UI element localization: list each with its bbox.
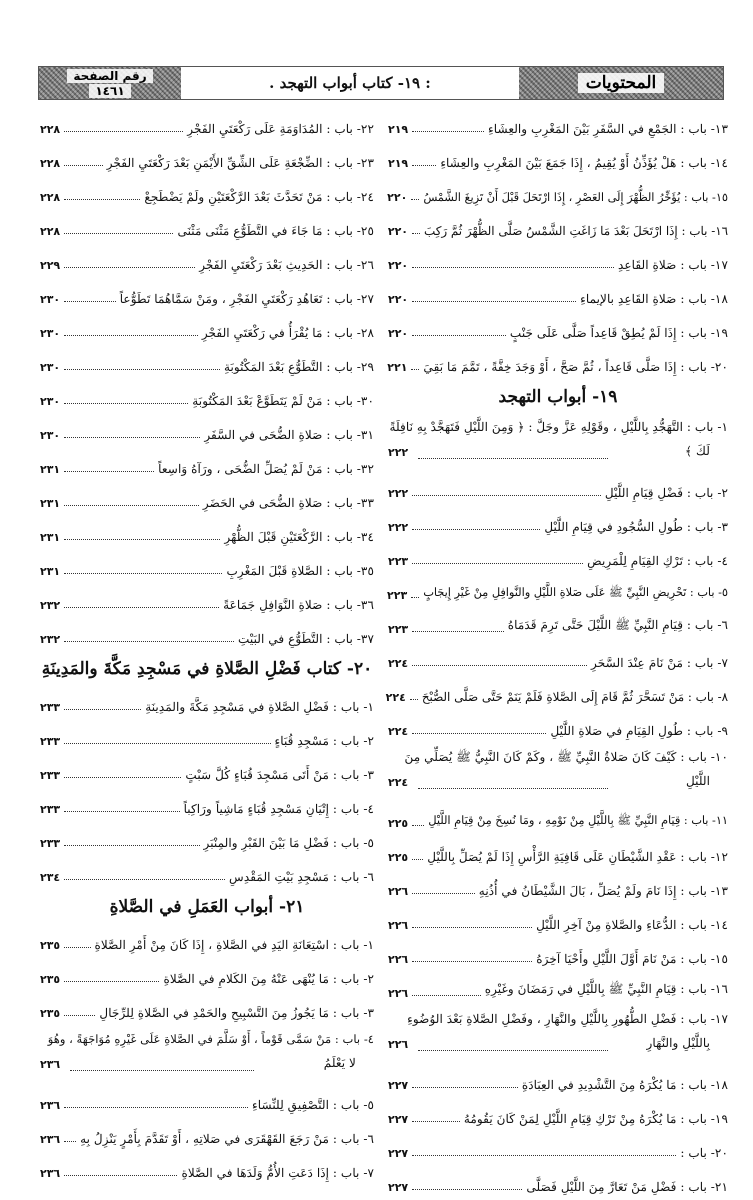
header-title: المحتويات xyxy=(525,71,717,95)
entry-title-line2: لا يَعْلَمُ xyxy=(323,1056,356,1070)
entry-title: ١٥- باب : يُؤَخِّرُ الظُّهْرَ إِلَى العَصْرِ ، إِذَا ارْتَحَلَ قَبْلَ أَنْ تَزِيغَ الشَّمْسُ xyxy=(423,191,728,204)
toc-entry[interactable] xyxy=(388,904,728,938)
leader-dots xyxy=(64,1175,177,1176)
entry-page-number: ٢٢٨ xyxy=(40,123,61,136)
leader-dots xyxy=(64,471,154,472)
entry-title: ١٣- باب : الجَمْعِ في السَّفَرِ بَيْنَ المَغْرِبِ والعِشَاءِ xyxy=(488,122,728,136)
entry-title: ١- باب : اسْتِعَانَةِ اليَدِ في الصَّلاةِ ، إِذَا كَانَ مِنْ أَمْرِ الصَّلاةِ xyxy=(94,938,374,952)
toc-entry[interactable] xyxy=(40,686,374,720)
entry-title: ١٧- باب : صَلاةِ القَاعِدِ xyxy=(617,258,728,272)
entry-title: ٢١- باب : فَضْلِ مَنْ تَعَارَّ مِنَ اللَّيْلِ فَصَلَّى xyxy=(526,1180,728,1194)
leader-dots xyxy=(64,1107,248,1108)
leader-dots xyxy=(412,267,614,268)
leader-dots xyxy=(70,1070,254,1071)
toc-entry[interactable] xyxy=(40,108,374,142)
entry-page-number: ٢٢٧ xyxy=(388,1113,409,1126)
toc-entry[interactable] xyxy=(40,856,374,890)
entry-page-number: ٢٣٦ xyxy=(40,1058,61,1071)
entry-title: ٢- باب : مَسْجِدِ قُبَاءٍ xyxy=(274,734,374,748)
section-heading: ٢٠- كتاب فَضْلِ الصَّلاةِ في مَسْجِدِ مَكَّةَ والمَدِينَةِ xyxy=(41,659,373,679)
leader-dots xyxy=(412,859,423,860)
entry-title: ٢٥- باب : مَا جَاءَ في التَّطَوُّعِ مَثْنَى مَثْنَى xyxy=(177,224,374,238)
entry-title: ٧- باب : إِذَا دَعَتِ الأُمُّ وَلَدَهَا في الصَّلاةِ xyxy=(181,1166,374,1180)
leader-dots xyxy=(412,165,436,166)
entry-page-number: ٢٢٤ xyxy=(385,691,406,704)
entry-page-number: ٢٣٣ xyxy=(40,769,61,782)
entry-page-number: ٢٢٢ xyxy=(388,521,409,534)
entry-page-number: ٢٣١ xyxy=(40,497,61,510)
toc-entry[interactable] xyxy=(388,870,728,904)
toc-entry[interactable] xyxy=(388,1166,728,1200)
leader-dots xyxy=(412,665,587,666)
entry-title: ١٩- باب : مَا يُكْرَهُ مِنْ تَرْكِ قِيَامِ اللَّيْلِ لِمَنْ كَانَ يَقُومُهُ xyxy=(463,1112,728,1126)
leader-dots xyxy=(64,777,181,778)
entry-title: ٢٣- باب : الضِّجْعَةِ عَلَى الشِّقِّ الأَيْمَنِ بَعْدَ رَكْعَتَيِ الفَجْرِ xyxy=(106,156,374,170)
entry-page-number: ٢٣٣ xyxy=(40,837,61,850)
leader-dots xyxy=(64,369,220,370)
entry-page-number: ٢٣٦ xyxy=(40,1099,61,1112)
toc-entry[interactable] xyxy=(388,1006,728,1064)
right-column xyxy=(385,108,728,1200)
left-column xyxy=(40,108,374,1186)
leader-dots xyxy=(64,505,199,506)
entry-page-number: ٢٣٣ xyxy=(40,803,61,816)
leader-dots xyxy=(412,1189,522,1190)
leader-dots xyxy=(64,641,234,642)
entry-page-number: ٢٣٣ xyxy=(40,735,61,748)
entry-title: ٨- باب : مَنْ تَسَحَّرَ ثُمَّ قَامَ إِلَى الصَّلاةِ فَلَمْ يَنَمْ حَتَّى صَلَّى الصُّبْحَ xyxy=(421,690,728,704)
entry-title: ٢٨- باب : مَا يُقْرَأُ في رَكْعَتَيِ الفَجْرِ xyxy=(201,326,374,340)
toc-entry[interactable] xyxy=(40,1118,374,1152)
leader-dots xyxy=(412,825,424,826)
toc-entry[interactable] xyxy=(40,448,374,482)
entry-page-number: ٢٣٤ xyxy=(40,871,61,884)
leader-dots xyxy=(412,1155,676,1156)
leader-dots xyxy=(64,1015,95,1016)
toc-entry[interactable] xyxy=(388,972,728,1006)
toc-entry[interactable] xyxy=(388,506,728,540)
toc-entry[interactable] xyxy=(40,958,374,992)
entry-title: ٣- باب : طُولِ السُّجُودِ في قِيَامِ اللَّيْلِ xyxy=(544,520,728,534)
toc-entry[interactable] xyxy=(388,312,728,346)
leader-dots xyxy=(410,699,418,700)
leader-dots xyxy=(412,733,546,734)
leader-dots xyxy=(412,1121,460,1122)
header-subtitle: : ١٩- كتاب أبواب التهجد . xyxy=(269,74,431,92)
toc-entry[interactable] xyxy=(388,938,728,972)
entry-title: ١٣- باب : إِذَا نَامَ ولَمْ يُصَلِّ ، بَالَ الشَّيْطَانُ في أُذُنِهِ xyxy=(478,884,728,898)
entry-page-number: ٢٣٠ xyxy=(40,327,61,340)
toc-entry[interactable] xyxy=(388,540,728,574)
entry-page-number: ٢١٩ xyxy=(388,157,409,170)
entry-page-number: ٢٢٣ xyxy=(388,555,409,568)
entry-title: ٦- باب : مَسْجِدِ بَيْتِ المَقْدِسِ xyxy=(228,870,374,884)
entry-page-number: ٢٣٠ xyxy=(40,395,61,408)
entry-title: ٢٩- باب : التَّطَوُّعِ بَعْدَ المَكْتُوبَةِ xyxy=(223,360,374,374)
entry-page-number: ٢٢٤ xyxy=(388,657,409,670)
leader-dots xyxy=(418,1050,608,1051)
entry-page-number: ٢٣١ xyxy=(40,463,61,476)
toc-entry[interactable] xyxy=(40,1026,374,1084)
leader-dots xyxy=(64,811,179,812)
leader-dots xyxy=(64,607,219,608)
page-header xyxy=(38,66,724,100)
toc-entry[interactable] xyxy=(40,346,374,380)
entry-title-line2: بِاللَّيْلِ والنَّهَارِ xyxy=(646,1036,710,1050)
toc-entry[interactable] xyxy=(388,1098,728,1132)
toc-entry[interactable] xyxy=(40,516,374,550)
toc-entry[interactable] xyxy=(388,1064,728,1098)
entry-title: ١١- باب : قِيَامِ النَّبِيِّ ﷺ بِاللَّيْلِ مِنْ نَوْمِهِ ، ومَا نُسِخَ مِنْ قِيَامِ اللَّيْلِ xyxy=(428,814,728,827)
entry-page-number: ٢٢٩ xyxy=(40,259,61,272)
leader-dots xyxy=(64,131,183,132)
toc-entry[interactable] xyxy=(40,550,374,584)
leader-dots xyxy=(411,199,419,200)
toc-entry[interactable] xyxy=(40,482,374,516)
entry-page-number: ٢٢٤ xyxy=(388,776,409,789)
entry-title: ٩- باب : طُولِ القِيَامِ في صَلاةِ اللَّيْلِ xyxy=(550,724,728,738)
leader-dots xyxy=(64,199,140,200)
entry-page-number: ٢٣٠ xyxy=(40,429,61,442)
leader-dots xyxy=(64,403,188,404)
entry-title: ١٨- باب : صَلاةِ القَاعِدِ بالإيماءِ xyxy=(580,292,728,306)
toc-entry[interactable] xyxy=(388,642,728,676)
entry-page-number: ٢٣٥ xyxy=(40,939,61,952)
entry-page-number: ٢٢٨ xyxy=(40,157,61,170)
leader-dots xyxy=(64,539,220,540)
leader-dots xyxy=(64,301,116,302)
entry-title: ٢٤- باب : مَنْ تَحَدَّثَ بَعْدَ الرَّكْعَتَيْنِ ولَمْ يَضْطَجِعْ xyxy=(144,190,374,204)
entry-title: ١- باب : فَضْلِ الصَّلاةِ في مَسْجِدِ مَكَّةَ والمَدِينَةِ xyxy=(145,700,374,714)
toc-entry[interactable] xyxy=(388,744,728,802)
entry-title: ١٦- باب : إِذَا ارْتَحَلَ بَعْدَ مَا زَاغَتِ الشَّمْسُ صَلَّى الظُّهْرَ ثُمَّ رَكِبَ xyxy=(424,224,728,238)
leader-dots xyxy=(411,597,419,598)
toc-entry[interactable] xyxy=(40,584,374,618)
leader-dots xyxy=(412,927,532,928)
toc-entry[interactable] xyxy=(40,380,374,414)
entry-title: ٢٢- باب : المُدَاوَمَةِ عَلَى رَكْعَتَيِ الفَجْرِ xyxy=(187,122,374,136)
entry-page-number: ٢٣٢ xyxy=(40,633,61,646)
toc-entry[interactable] xyxy=(40,244,374,278)
entry-page-number: ٢٢٥ xyxy=(388,817,409,830)
entry-page-number: ٢٢٠ xyxy=(388,259,409,272)
entry-title: ٣٤- باب : الرَّكْعَتَيْنِ قَبْلَ الظُّهْرِ xyxy=(224,530,374,544)
leader-dots xyxy=(64,165,103,166)
leader-dots xyxy=(412,131,484,132)
leader-dots xyxy=(64,573,222,574)
entry-page-number: ٢٣٥ xyxy=(40,1007,61,1020)
entry-page-number: ٢٣١ xyxy=(40,565,61,578)
page-number-label: رقم الصفحة xyxy=(67,69,152,83)
leader-dots xyxy=(412,1087,518,1088)
entry-title: ١٦- باب : قِيَامِ النَّبِيِّ ﷺ بِاللَّيْلِ في رَمَضَانَ وغَيْرِهِ xyxy=(484,982,728,996)
entry-title: ٦- باب : قِيَامِ النَّبِيِّ ﷺ اللَّيْلَ حَتَّى تَرِمَ قَدَمَاهُ xyxy=(507,618,728,632)
entry-page-number: ٢٢٥ xyxy=(388,851,409,864)
entry-title: ٢- باب : فَضْلِ قِيَامِ اللَّيْلِ xyxy=(604,486,728,500)
leader-dots xyxy=(412,995,481,996)
toc-entry[interactable] xyxy=(40,618,374,652)
entry-page-number: ٢٢٨ xyxy=(40,191,61,204)
toc-entry[interactable] xyxy=(40,176,374,210)
entry-title: ١٤- باب : هَلْ يُؤَذِّنُ أَوْ يُقِيمُ ، إِذَا جَمَعَ بَيْنَ المَغْرِبِ والعِشَاءِ xyxy=(440,156,728,170)
toc-entry[interactable] xyxy=(388,278,728,312)
leader-dots xyxy=(64,709,141,710)
toc-entry[interactable] xyxy=(40,210,374,244)
entry-page-number: ٢٢٠ xyxy=(388,327,409,340)
entry-title: ١٤- باب : الدُّعَاءِ والصَّلاةِ مِنْ آخِرِ اللَّيْلِ xyxy=(536,918,728,932)
entry-title-line1: ١٠- باب : كَيْفَ كَانَ صَلاةُ النَّبِيِّ ﷺ ، وكَمْ كَانَ النَّبِيُّ ﷺ يُصَلِّي مِنَ xyxy=(404,750,728,764)
toc-entry[interactable] xyxy=(40,924,374,958)
toc-entry[interactable] xyxy=(388,710,728,744)
entry-title: ٥- باب : التَّصْفِيقِ لِلنِّسَاءِ xyxy=(252,1098,374,1112)
entry-page-number: ٢٣٦ xyxy=(40,1167,61,1180)
leader-dots xyxy=(64,267,195,268)
entry-title: ١٨- باب : مَا يُكْرَهُ مِنَ التَّشْدِيدِ في العِبَادَةِ xyxy=(521,1078,728,1092)
toc-entry[interactable] xyxy=(40,1084,374,1118)
entry-title: ٣١- باب : صَلاةِ الضُّحَى في السَّفَرِ xyxy=(204,428,374,442)
leader-dots xyxy=(412,233,420,234)
entry-title-line1: ١- باب : التَّهَجُّدِ بِاللَّيْلِ ، وقَوْلِهِ عَزَّ وجَلَّ : ﴿ وَمِنَ اللَّيْلِ فَتَهَجَّدْ بِهِ نَافِلَةً xyxy=(389,420,728,434)
toc-entry[interactable] xyxy=(40,278,374,312)
entry-title: ٣٣- باب : صَلاةِ الضُّحَى في الحَضَرِ xyxy=(202,496,374,510)
toc-entry[interactable] xyxy=(388,108,728,142)
toc-entry[interactable] xyxy=(40,414,374,448)
entry-page-number: ٢٢٠ xyxy=(388,293,409,306)
toc-entry[interactable] xyxy=(388,1132,728,1166)
leader-dots xyxy=(411,369,419,370)
toc-entry[interactable] xyxy=(388,210,728,244)
entry-page-number: ٢٢٧ xyxy=(388,1147,409,1160)
leader-dots xyxy=(64,981,159,982)
entry-page-number: ٢٣٥ xyxy=(40,973,61,986)
toc-entry[interactable] xyxy=(388,608,728,642)
leader-dots xyxy=(64,743,270,744)
toc-entry[interactable] xyxy=(388,574,728,608)
entry-title: ١٢- باب : عَقْدِ الشَّيْطَانِ عَلَى قَافِيَةِ الرَّأْسِ إِذَا لَمْ يُصَلِّ بِاللَّيْلِ xyxy=(427,850,728,864)
leader-dots xyxy=(64,437,200,438)
section-heading: ٢١- أبواب العَمَلِ في الصَّلاةِ xyxy=(109,897,305,917)
entry-page-number: ٢٢١ xyxy=(387,361,408,374)
toc-entry[interactable] xyxy=(40,992,374,1026)
entry-title: ٤- باب : تَرْكِ القِيَامِ لِلْمَرِيضِ xyxy=(587,554,728,568)
leader-dots xyxy=(412,529,540,530)
entry-page-number: ٢٣٠ xyxy=(40,361,61,374)
entry-page-number: ٢٢٧ xyxy=(388,1079,409,1092)
leader-dots xyxy=(412,495,601,496)
entry-title: ٣٢- باب : مَنْ لَمْ يُصَلِّ الضُّحَى ، ورَآهُ وَاسِعاً xyxy=(158,462,374,476)
entry-title: ٢٧- باب : تَعَاهُدِ رَكْعَتَيِ الفَجْرِ ، ومَنْ سَمَّاهُمَا تَطَوُّعاً xyxy=(119,292,374,306)
entry-title: ٣٦- باب : صَلاةِ النَّوَافِلِ جَمَاعَةً xyxy=(223,598,374,612)
entry-page-number: ٢١٩ xyxy=(388,123,409,136)
toc-entry[interactable] xyxy=(388,176,728,210)
toc-entry[interactable] xyxy=(388,244,728,278)
toc-entry[interactable] xyxy=(40,754,374,788)
entry-page-number: ٢٢٣ xyxy=(387,589,408,602)
leader-dots xyxy=(412,893,475,894)
entry-title: ٢٠- باب : xyxy=(680,1146,728,1160)
entry-page-number: ٢٣٢ xyxy=(40,599,61,612)
entry-page-number: ٢٢٧ xyxy=(388,1181,409,1194)
leader-dots xyxy=(412,631,504,632)
toc-entry[interactable] xyxy=(40,822,374,856)
entry-title: ٣- باب : مَا يَجُوزُ مِنَ التَّسْبِيحِ والحَمْدِ في الصَّلاةِ لِلرِّجَالِ xyxy=(99,1006,374,1020)
toc-entry[interactable] xyxy=(388,346,728,380)
entry-title-line2: اللَّيْلِ xyxy=(685,774,710,788)
entry-page-number: ٢٢٦ xyxy=(388,885,409,898)
entry-page-number: ٢٣٣ xyxy=(40,701,61,714)
leader-dots xyxy=(412,335,506,336)
entry-title: ٣٠- باب : مَنْ لَمْ يَتَطَوَّعْ بَعْدَ المَكْتُوبَةِ xyxy=(192,394,374,408)
toc-entry[interactable] xyxy=(40,788,374,822)
toc-entry[interactable] xyxy=(40,312,374,346)
entry-title-line1: ٤- باب : مَنْ سَمَّى قَوْماً ، أَوْ سَلَّمَ في الصَّلاةِ عَلَى غَيْرِهِ مُوَاجَهَةً ، وهُوَ xyxy=(47,1032,374,1046)
entry-page-number: ٢٢٦ xyxy=(388,953,409,966)
entry-title: ٣٧- باب : التَّطَوُّعِ في البَيْتِ xyxy=(237,632,374,646)
leader-dots xyxy=(64,845,199,846)
page-number: ١٤٦١ xyxy=(89,84,130,98)
entry-title: ٥- باب : فَضْلِ مَا بَيْنَ القَبْرِ والمِنْبَرِ xyxy=(203,836,374,850)
entry-page-number: ٢٢٢ xyxy=(388,487,409,500)
leader-dots xyxy=(412,301,576,302)
entry-title: ٥- باب : تَحْرِيضِ النَّبِيِّ ﷺ عَلَى صَلاةِ اللَّيْلِ والنَّوافِلِ مِنْ غَيْرِ إِيجَابٍ xyxy=(423,586,728,599)
entry-page-number: ٢٢٣ xyxy=(388,623,409,636)
leader-dots xyxy=(412,961,532,962)
toc-entry[interactable] xyxy=(40,142,374,176)
toc-entry[interactable] xyxy=(388,142,728,176)
section-heading: ١٩- أبواب التهجد xyxy=(498,387,618,407)
entry-title: ٢٦- باب : الحَدِيثِ بَعْدَ رَكْعَتَيِ الفَجْرِ xyxy=(199,258,374,272)
entry-page-number: ٢٣١ xyxy=(40,531,61,544)
entry-title: ٢- باب : مَا يُنْهَى عَنْهُ مِنَ الكَلامِ في الصَّلاةِ xyxy=(163,972,374,986)
leader-dots xyxy=(64,335,198,336)
entry-title-line2: لَكَ ﴾ xyxy=(685,444,710,458)
entry-page-number: ٢٢٦ xyxy=(388,919,409,932)
entry-page-number: ٢٢٠ xyxy=(387,225,409,238)
entry-page-number: ٢٢٨ xyxy=(40,225,61,238)
leader-dots xyxy=(64,233,173,234)
entry-page-number: ٢٢٦ xyxy=(388,1038,409,1051)
toc-entry[interactable] xyxy=(388,472,728,506)
toc-entry[interactable] xyxy=(40,720,374,754)
leader-dots xyxy=(64,947,90,948)
leader-dots xyxy=(64,1141,76,1142)
leader-dots xyxy=(418,458,608,459)
entry-title-line1: ١٧- باب : فَضْلِ الطُّهُورِ بِاللَّيْلِ والنَّهَارِ ، وفَضْلِ الصَّلاةِ بَعْدَ الوُضُوءِ xyxy=(407,1012,728,1026)
toc-entry[interactable] xyxy=(385,676,728,710)
toc-entry[interactable] xyxy=(388,414,728,472)
entry-title: ٧- باب : مَنْ نَامَ عِنْدَ السَّحَرِ xyxy=(591,656,728,670)
entry-page-number: ٢٢٢ xyxy=(388,446,409,459)
leader-dots xyxy=(64,879,225,880)
entry-title: ٣٥- باب : الصَّلاةِ قَبْلَ المَغْرِبِ xyxy=(226,564,374,578)
entry-title: ٤- باب : إِتْيَانِ مَسْجِدِ قُبَاءٍ مَاشِياً ورَاكِباً xyxy=(183,802,374,816)
toc-entry[interactable] xyxy=(388,802,728,836)
leader-dots xyxy=(418,788,608,789)
entry-page-number: ٢٢٦ xyxy=(388,987,409,1000)
toc-entry[interactable] xyxy=(388,836,728,870)
entry-page-number: ٢٢٠ xyxy=(387,191,408,204)
entry-title: ١٥- باب : مَنْ نَامَ أَوَّلَ اللَّيْلِ وأَحْيَا آخِرَهُ xyxy=(536,952,728,966)
entry-page-number: ٢٣٠ xyxy=(40,293,61,306)
entry-page-number: ٢٣٦ xyxy=(40,1133,61,1146)
leader-dots xyxy=(412,563,583,564)
page-number-box xyxy=(45,68,175,98)
entry-title: ٣- باب : مَنْ أَتَى مَسْجِدَ قُبَاءٍ كُلَّ سَبْتٍ xyxy=(185,768,374,782)
toc-entry[interactable] xyxy=(40,1152,374,1186)
entry-title: ٢٠- باب : إِذَا صَلَّى قَاعِداً ، ثُمَّ صَحَّ ، أَوْ وَجَدَ خِفَّةً ، تَمَّمَ مَا بَقِيَ xyxy=(423,360,728,374)
entry-title: ١٩- باب : إِذَا لَمْ يُطِقْ قَاعِداً صَلَّى عَلَى جَنْبٍ xyxy=(509,326,728,340)
entry-title: ٦- باب : مَنْ رَجَعَ القَهْقَرَى في صَلاتِهِ ، أَوْ تَقَدَّمَ بِأَمْرٍ يَنْزِلُ بِهِ xyxy=(80,1132,374,1146)
entry-page-number: ٢٢٤ xyxy=(388,725,409,738)
